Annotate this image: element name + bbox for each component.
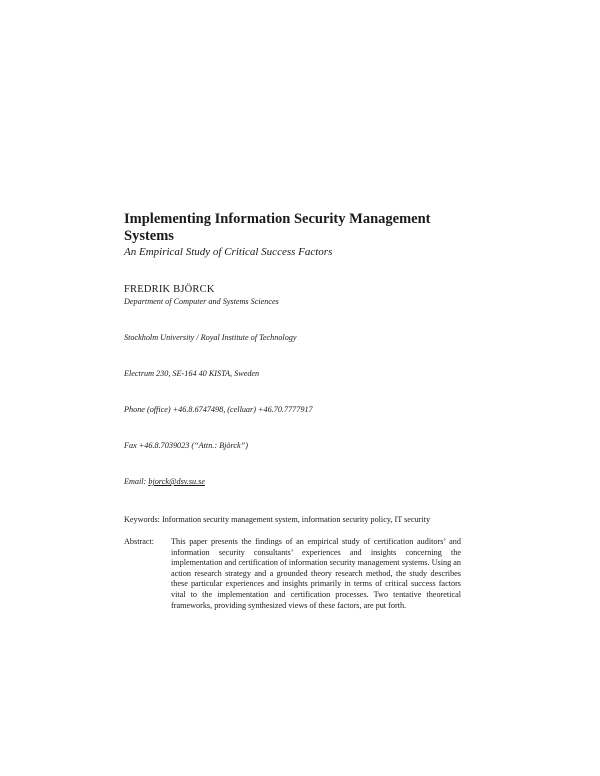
paper-title: Implementing Information Security Management Systems: [124, 211, 431, 244]
abstract-label: Abstract:: [124, 537, 155, 546]
email-line: [124, 477, 205, 486]
author-name: FREDRIK BJÖRCK: [124, 284, 215, 295]
fax: Fax +46.8.7039023 (“Attn.: Björck”): [124, 441, 248, 450]
email-label: Email:: [124, 477, 147, 486]
department: Department of Computer and Systems Sciences: [124, 297, 279, 306]
email-link[interactable]: bjorck@dsv.su.se: [148, 477, 205, 486]
university: Stockholm University / Royal Institute of Technology: [124, 333, 297, 342]
abstract-text: This paper presents the findings of an empirical study of certification auditors’ and information security consultants’ experiences and insights concerning the implementation and certification of information security management systems. Using an action research strategy and a grounded theory research method, the study describes these particular experiences and insights primarily in terms of critical success factors vital to the implementation and certification processes. Two tentative theoretical frameworks, providing synthesized views of these factors, are put forth.: [171, 537, 461, 610]
phone: Phone (office) +46.8.6747498, (celluar) +46.70.7777917: [124, 405, 313, 414]
paper-subtitle: An Empirical Study of Critical Success Factors: [124, 246, 333, 258]
keywords: Keywords: Information security management system, information security policy, IT security: [124, 515, 431, 524]
address: Electrum 230, SE-164 40 KISTA, Sweden: [124, 369, 260, 378]
